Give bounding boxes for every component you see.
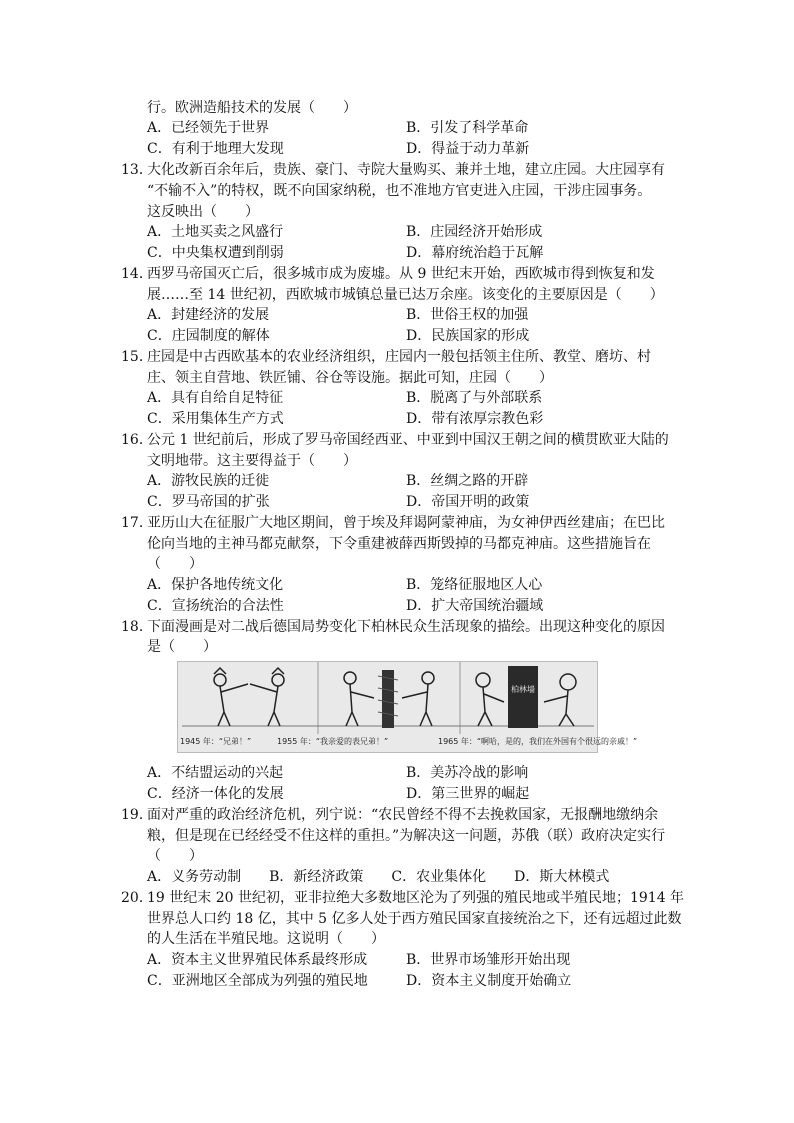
q18-line-2: 是（ ） [147,639,217,655]
q16-number: 16． [121,432,153,448]
q20-line-2: 世界总人口约 18 亿，其中 5 亿多人处于西方殖民国家直接统治之下，还有远超过此数 [147,911,682,927]
q18-option-d: D．第三世界的崛起 [406,786,530,802]
q15-option-b: B．脱离了与外部联系 [406,390,543,406]
cartoon-caption-1955: 1955 年：“我亲爱的表兄弟！” [277,737,389,746]
q12-option-c: C．有利于地理大发现 [147,141,284,157]
q12-option-d: D．得益于动力革新 [406,141,530,157]
q17-line-1: 亚历山大在征服广大地区期间，曾于埃及拜谒阿蒙神庙，为女神伊西丝建庙；在巴比 [147,515,665,531]
q18-option-b: B．美苏冷战的影响 [406,765,529,781]
q14-number: 14． [121,266,153,282]
q13-option-b: B．庄园经济开始形成 [406,224,543,240]
berlin-wall [508,666,538,728]
q12-option-b: B．引发了科学革命 [406,120,529,136]
q16-option-c: C．罗马帝国的扩张 [147,494,270,510]
q20-option-a: A．资本主义世界殖民体系最终形成 [147,952,368,968]
q14-line-2: 展……至 14 世纪初，西欧城市城镇总量已达万余座。该变化的主要原因是（ ） [147,287,664,303]
wall-sign: 柏林墙 [511,685,535,694]
q13-line-2: “不输不入”的特权，既不向国家纳税，也不准地方官吏进入庄园，干涉庄园事务。 [147,183,652,199]
q16-line-1: 公元 1 世纪前后，形成了罗马帝国经西亚、中亚到中国汉王朝之间的横贯欧亚大陆的 [147,432,669,448]
q16-option-a: A．游牧民族的迁徙 [147,473,270,489]
q18-option-a: A．不结盟运动的兴起 [147,765,284,781]
q17-line-2: 伦向当地的主神马都克献祭，下令重建被薛西斯毁掉的马都克神庙。这些措施旨在 [147,536,651,552]
q19-number: 19． [121,807,153,823]
q17-option-b: B．笼络征服地区人心 [406,577,543,593]
q15-line-2: 庄、领主自营地、铁匠铺、谷仓等设施。据此可知，庄园（ ） [147,370,553,386]
q16-option-b: B．丝绸之路的开辟 [406,473,529,489]
q15-line-1: 庄园是中古西欧基本的农业经济组织，庄园内一般包括领主住所、教堂、磨坊、村 [147,349,651,365]
q17-option-a: A．保护各地传统文化 [147,577,284,593]
q20-option-b: B．世界市场雏形开始出现 [406,952,571,968]
q20-option-d: D．资本主义制度开始确立 [406,973,572,989]
q18-line-1: 下面漫画是对二战后德国局势变化下柏林民众生活现象的描绘。出现这种变化的原因 [147,619,665,635]
q13-number: 13． [121,162,153,178]
q16-line-2: 文明地带。这主要得益于（ ） [147,453,357,469]
q19-line-2: 粮，但是现在已经经受不住这样的重担。”为解决这一问题，苏俄（联）政府决定实行 [147,828,666,844]
q14-line-1: 西罗马帝国灭亡后，很多城市成为废墟。从 9 世纪末开始，西欧城市得到恢复和发 [147,266,655,282]
q20-line-3: 的人生活在半殖民地。这说明（ ） [147,931,385,947]
q15-number: 15． [121,349,153,365]
q17-option-c: C．宣扬统治的合法性 [147,598,284,614]
q15-option-a: A．具有自给自足特征 [147,390,284,406]
cartoon-caption-1965: 1965 年：“啊哈，是的，我们在外国有个很远的亲戚！” [438,737,638,746]
q15-option-c: C．采用集体生产方式 [147,411,284,427]
q19-options: A．义务劳动制 B．新经济政策 C．农业集体化 D．斯大林模式 [147,869,610,885]
q13-line-3: 这反映出（ ） [147,204,259,220]
q19-line-1: 面对严重的政治经济危机，列宁说：“农民曾经不得不去挽救国家，无报酬地缴纳余 [147,807,659,823]
q18-option-c: C．经济一体化的发展 [147,786,284,802]
q13-option-c: C．中央集权遭到削弱 [147,245,284,261]
q17-number: 17． [121,515,153,531]
q18-number: 18． [121,619,153,635]
q17-option-d: D．扩大帝国统治疆域 [406,598,544,614]
q14-option-b: B．世俗王权的加强 [406,307,529,323]
q17-line-3: （ ） [147,556,203,572]
q13-option-d: D．幕府统治趋于瓦解 [406,245,544,261]
q20-number: 20． [121,890,153,906]
q14-option-d: D．民族国家的形成 [406,328,530,344]
q16-option-d: D．帝国开明的政策 [406,494,530,510]
cartoon-caption-1945: 1945 年：“兄弟！” [180,737,252,746]
q20-option-c: C．亚洲地区全部成为列强的殖民地 [147,973,368,989]
q20-line-1: 19 世纪末 20 世纪初，亚非拉绝大多数地区沦为了列强的殖民地或半殖民地；1914 年 [147,890,685,906]
q13-line-1: 大化改新百余年后，贵族、豪门、寺院大量购买、兼并土地，建立庄园。大庄园享有 [147,162,665,178]
q19-line-3: （ ） [147,848,203,864]
q14-option-c: C．庄园制度的解体 [147,328,270,344]
q15-option-d: D．带有浓厚宗教色彩 [406,411,544,427]
q14-option-a: A．封建经济的发展 [147,307,270,323]
q13-option-a: A．土地买卖之风盛行 [147,224,284,240]
q12-option-a: A．已经领先于世界 [147,120,270,136]
q12-text-cont: 行。欧洲造船技术的发展（ ） [147,100,357,116]
